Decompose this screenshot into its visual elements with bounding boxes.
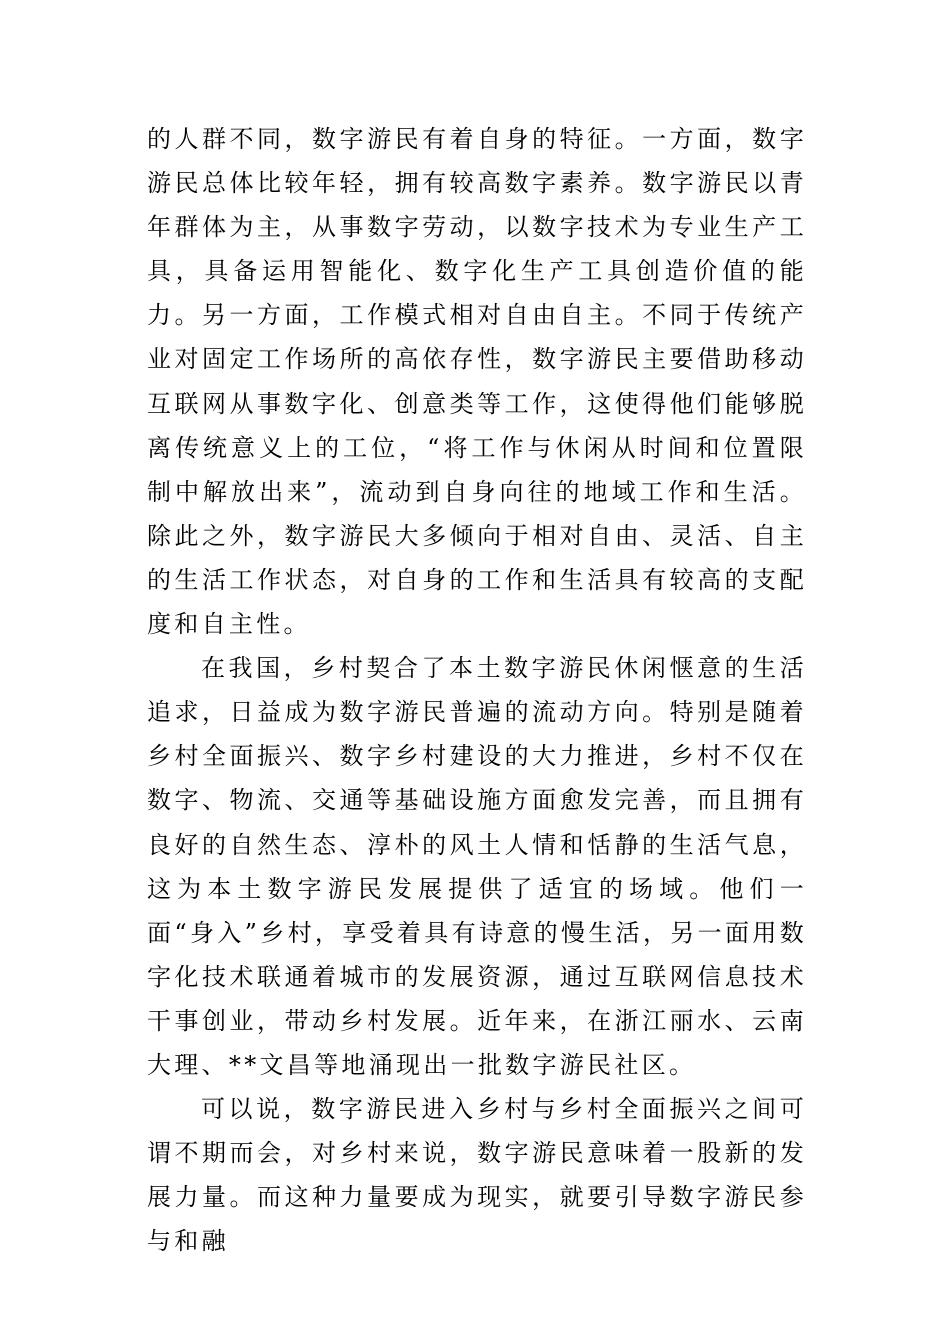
paragraph-continuation: 的人群不同，数字游民有着自身的特征。一方面，数字游民总体比较年轻，拥有较高数字素养。数字游民以青年群体为主，从事数字劳动，以数字技术为专业生产工具，具备运用智能化、数字化生产工具创造价值的能力。另一方面，工作模式相对自由自主。不同于传统产业对固定工作场所的高依存性，数字游民主要借助移动互联网从事数字化、创意类等工作，这使得他们能够脱离传统意义上的工位，“将工作与休闲从时间和位置限制中解放出来”，流动到自身向往的地域工作和生活。除此之外，数字游民大多倾向于相对自由、灵活、自主的生活工作状态，对自身的工作和生活具有较高的支配度和自主性。 <box>147 125 807 639</box>
paragraph-conclusion: 可以说，数字游民进入乡村与乡村全面振兴之间可谓不期而会，对乡村来说，数字游民意味着一股新的发展力量。而这种力量要成为现实，就要引导数字游民参与和融 <box>147 1095 807 1256</box>
body-text <box>147 117 807 1263</box>
paragraph-rural-trend: 在我国，乡村契合了本土数字游民休闲惬意的生活追求，日益成为数字游民普遍的流动方向。特别是随着乡村全面振兴、数字乡村建设的大力推进，乡村不仅在数字、物流、交通等基础设施方面愈发完善，而且拥有良好的自然生态、淳朴的风土人情和恬静的生活气息，这为本土数字游民发展提供了适宜的场域。他们一面“身入”乡村，享受着具有诗意的慢生活，另一面用数字化技术联通着城市的发展资源，通过互联网信息技术干事创业，带动乡村发展。近年来，在浙江丽水、云南大理、**文昌等地涌现出一批数字游民社区。 <box>147 654 807 1079</box>
